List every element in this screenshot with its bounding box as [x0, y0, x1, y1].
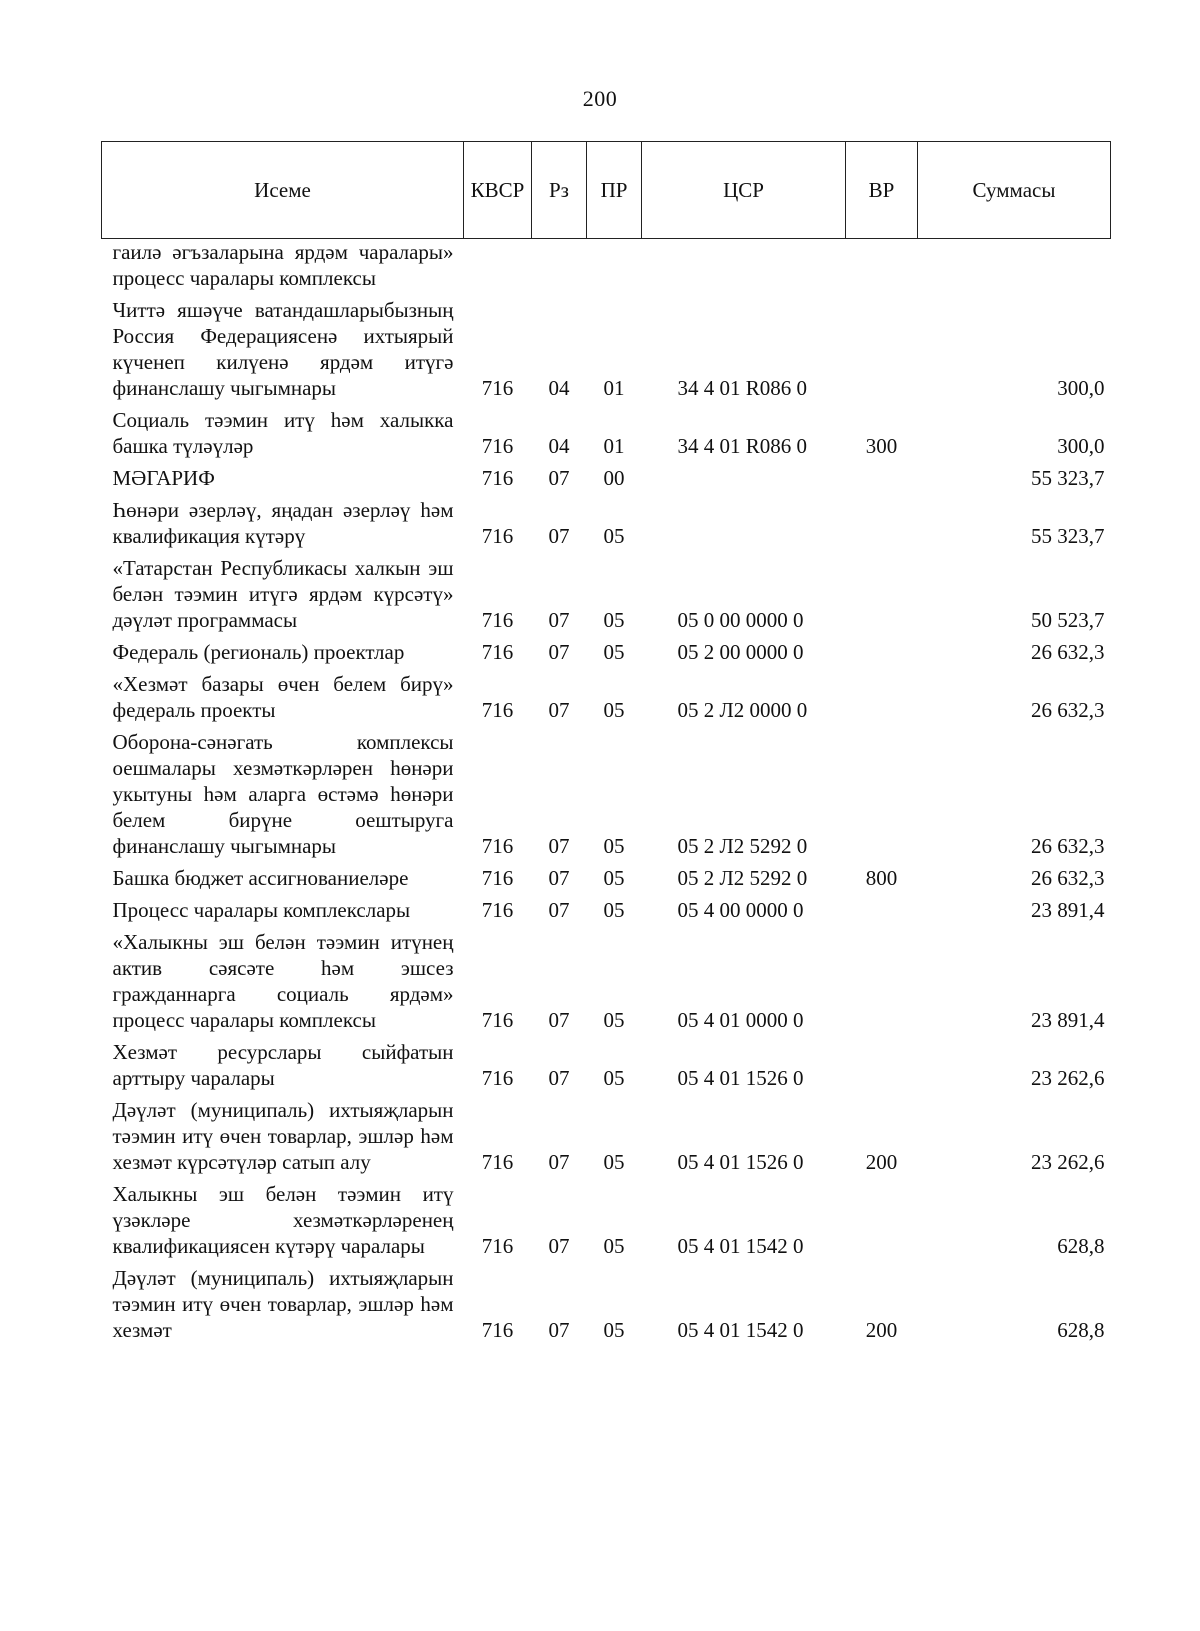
row-name: Халыкны эш белән тәэмин итү үзәкләре хезмәткәрләренең квалификациясен күтәрү чаралары [112, 1182, 454, 1258]
row-pr: 05 [603, 1008, 625, 1032]
row-name: «Татарстан Республикасы халкын эш белән тәэмин итүгә ярдәм күрсәтү» дәүләт программасы [112, 556, 454, 632]
row-sum: 300,0 [1057, 376, 1105, 400]
row-rz: 07 [548, 1234, 570, 1258]
table-row [102, 1264, 1111, 1348]
budget-table [101, 141, 1111, 1348]
row-kvsr: 716 [481, 524, 514, 548]
row-sum: 628,8 [1057, 1318, 1105, 1342]
row-rz: 04 [548, 434, 570, 458]
row-rz: 07 [548, 524, 570, 548]
row-sum: 23 262,6 [1031, 1150, 1105, 1174]
row-pr: 01 [603, 376, 625, 400]
row-pr: 05 [603, 898, 625, 922]
row-kvsr: 716 [481, 1008, 514, 1032]
row-pr: 05 [603, 866, 625, 890]
table-row [102, 1096, 1111, 1180]
row-kvsr: 716 [481, 898, 514, 922]
row-vr: 200 [865, 1150, 898, 1174]
row-csr: 05 2 Л2 5292 0 [677, 866, 808, 890]
row-name: Һөнәри әзерләү, яңадан әзерләү һәм квалификация күтәрү [112, 498, 454, 548]
row-vr [846, 728, 918, 864]
row-pr: 01 [603, 434, 625, 458]
table-row [102, 1038, 1111, 1096]
row-name: МӘГАРИФ [112, 466, 215, 490]
header-kvsr: КВСР [464, 142, 532, 239]
row-vr [846, 554, 918, 638]
row-name: «Халыкны эш белән тәэмин итүнең актив сәясәте һәм эшсез гражданнарга социаль ярдәм» процесс чаралары комплексы [112, 930, 454, 1032]
row-csr: 05 4 01 0000 0 [677, 1008, 804, 1032]
row-pr: 05 [603, 608, 625, 632]
row-sum: 55 323,7 [1031, 466, 1105, 490]
table-row [102, 1180, 1111, 1264]
row-kvsr: 716 [481, 1318, 514, 1342]
row-sum: 26 632,3 [1031, 834, 1105, 858]
row-pr [587, 239, 642, 297]
row-sum: 300,0 [1057, 434, 1105, 458]
row-vr [846, 638, 918, 670]
table-row [102, 464, 1111, 496]
row-csr: 05 4 01 1526 0 [677, 1066, 804, 1090]
table-body [102, 239, 1111, 1349]
page-number: 200 [582, 86, 618, 111]
row-vr [846, 464, 918, 496]
row-vr: 200 [865, 1318, 898, 1342]
row-vr [846, 239, 918, 297]
row-csr [642, 239, 846, 297]
row-kvsr: 716 [481, 434, 514, 458]
table-row [102, 296, 1111, 406]
row-rz: 07 [548, 834, 570, 858]
row-vr [846, 896, 918, 928]
row-name: Хезмәт ресурслары сыйфатын арттыру чаралары [112, 1040, 454, 1090]
row-pr: 05 [603, 1234, 625, 1258]
row-sum: 23 891,4 [1031, 898, 1105, 922]
row-vr [846, 1180, 918, 1264]
row-name: Читтә яшәүче ватандашларыбызның Россия Федерациясенә ихтыярый күченеп килүенә ярдәм итүгә финанслашу чыгымнары [112, 298, 454, 400]
row-kvsr: 716 [481, 608, 514, 632]
table-header [102, 142, 1111, 239]
table-row [102, 638, 1111, 670]
table-row [102, 928, 1111, 1038]
row-name: Федераль (региональ) проектлар [112, 640, 405, 664]
row-sum: 23 262,6 [1031, 1066, 1105, 1090]
row-vr: 800 [865, 866, 898, 890]
row-pr: 05 [603, 524, 625, 548]
row-rz: 07 [548, 1318, 570, 1342]
header-csr: ЦСР [642, 142, 846, 239]
header-name: Исеме [102, 142, 464, 239]
row-pr: 05 [603, 640, 625, 664]
row-csr: 05 4 00 0000 0 [677, 898, 804, 922]
row-rz: 07 [548, 1008, 570, 1032]
row-name: Процесс чаралары комплекслары [112, 898, 411, 922]
row-name: Дәүләт (муниципаль) ихтыяҗларын тәэмин итү өчен товарлар, эшләр һәм хезмәт [112, 1266, 454, 1342]
row-name: Оборона-сәнәгать комплексы оешмалары хезмәткәрләрен һөнәри укытуны һәм аларга өстәмә һөнәри белем бирүне оештыруга финанслашу чыгымнары [112, 730, 454, 858]
row-pr: 05 [603, 698, 625, 722]
row-vr [846, 496, 918, 554]
row-name: «Хезмәт базары өчен белем бирү» федераль проекты [112, 672, 454, 722]
row-kvsr [464, 239, 532, 297]
table-row [102, 896, 1111, 928]
row-sum: 628,8 [1057, 1234, 1105, 1258]
header-sum: Суммасы [918, 142, 1111, 239]
row-vr [846, 670, 918, 728]
header-rz: Рз [532, 142, 587, 239]
row-csr: 05 4 01 1526 0 [677, 1150, 804, 1174]
row-rz: 04 [548, 376, 570, 400]
row-name: Дәүләт (муниципаль) ихтыяҗларын тәэмин итү өчен товарлар, эшләр һәм хезмәт күрсәтүләр сатып алу [112, 1098, 454, 1174]
row-rz: 07 [548, 898, 570, 922]
row-rz: 07 [548, 698, 570, 722]
table-row [102, 496, 1111, 554]
row-name: Башка бюджет ассигнованиеләре [112, 866, 409, 890]
table-row [102, 239, 1111, 297]
row-name: гаилә әгъзаларына ярдәм чаралары» процесс чаралары комплексы [112, 240, 454, 290]
row-csr: 05 2 Л2 5292 0 [677, 834, 808, 858]
row-kvsr: 716 [481, 376, 514, 400]
row-sum [918, 239, 1111, 297]
row-vr [846, 296, 918, 406]
table-row [102, 728, 1111, 864]
row-vr [846, 928, 918, 1038]
table-row [102, 670, 1111, 728]
row-sum: 50 523,7 [1031, 608, 1105, 632]
row-sum: 26 632,3 [1031, 698, 1105, 722]
row-pr: 05 [603, 1318, 625, 1342]
row-sum: 55 323,7 [1031, 524, 1105, 548]
row-sum: 26 632,3 [1031, 866, 1105, 890]
row-pr: 05 [603, 834, 625, 858]
row-name: Социаль тәэмин итү һәм халыкка башка түләүләр [112, 408, 454, 458]
row-rz: 07 [548, 866, 570, 890]
row-sum: 26 632,3 [1031, 640, 1105, 664]
header-pr: ПР [587, 142, 642, 239]
row-kvsr: 716 [481, 1150, 514, 1174]
row-csr: 05 4 01 1542 0 [677, 1318, 804, 1342]
row-kvsr: 716 [481, 698, 514, 722]
row-rz: 07 [548, 466, 570, 490]
row-csr: 05 4 01 1542 0 [677, 1234, 804, 1258]
row-csr: 05 2 Л2 0000 0 [677, 698, 808, 722]
row-sum: 23 891,4 [1031, 1008, 1105, 1032]
row-csr: 34 4 01 R086 0 [677, 434, 808, 458]
row-rz [532, 239, 587, 297]
row-csr: 05 0 00 0000 0 [677, 608, 804, 632]
row-kvsr: 716 [481, 1234, 514, 1258]
row-vr [846, 1038, 918, 1096]
row-rz: 07 [548, 608, 570, 632]
row-pr: 05 [603, 1066, 625, 1090]
row-rz: 07 [548, 1066, 570, 1090]
row-kvsr: 716 [481, 640, 514, 664]
row-kvsr: 716 [481, 834, 514, 858]
table-row [102, 864, 1111, 896]
header-vr: ВР [846, 142, 918, 239]
row-pr: 05 [603, 1150, 625, 1174]
row-csr [642, 496, 846, 554]
table-row [102, 554, 1111, 638]
row-kvsr: 716 [481, 1066, 514, 1090]
row-pr: 00 [603, 466, 625, 490]
row-csr [642, 464, 846, 496]
row-kvsr: 716 [481, 466, 514, 490]
row-vr: 300 [865, 434, 898, 458]
row-rz: 07 [548, 640, 570, 664]
table-row [102, 406, 1111, 464]
row-csr: 05 2 00 0000 0 [677, 640, 804, 664]
row-csr: 34 4 01 R086 0 [677, 376, 808, 400]
row-kvsr: 716 [481, 866, 514, 890]
row-rz: 07 [548, 1150, 570, 1174]
